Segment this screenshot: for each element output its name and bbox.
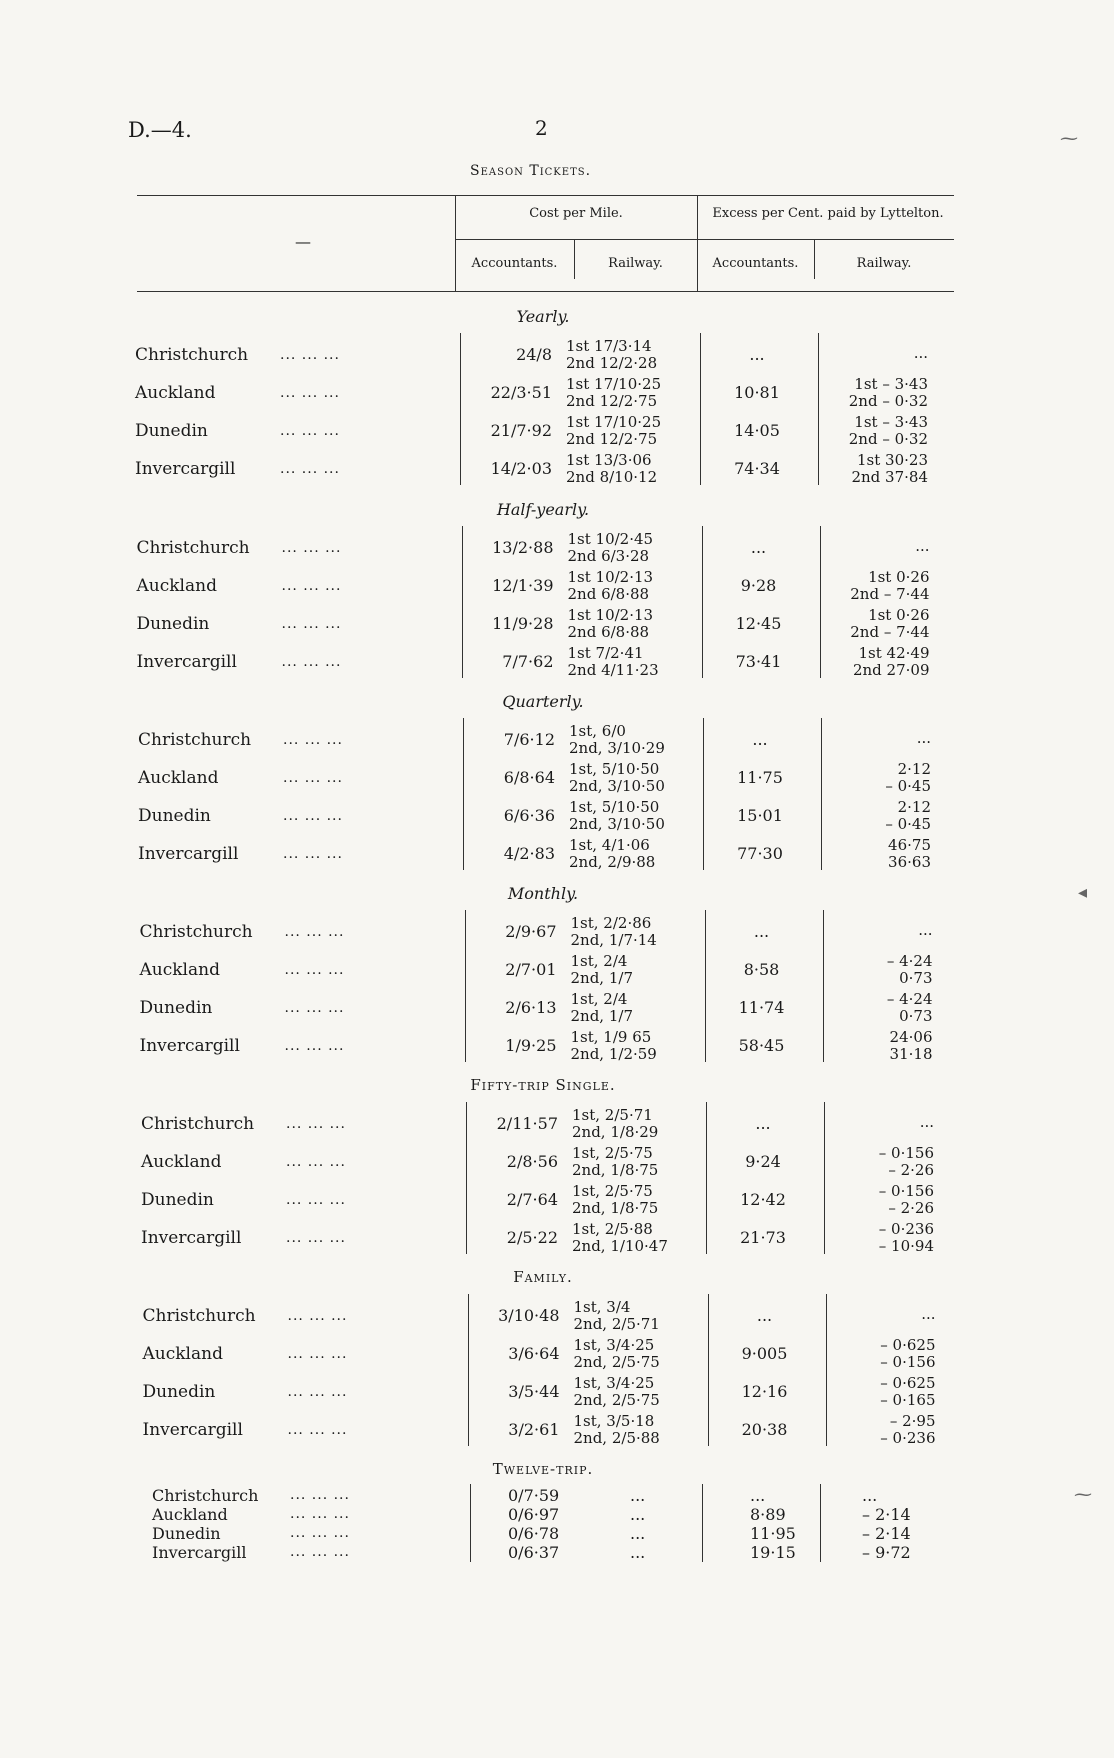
excess-railway-value: 24·06 [889,1028,933,1046]
leader-dots: ... ... ... [290,1544,350,1560]
railway-fare: 2nd, 3/10·29 [569,739,665,757]
excess-accountants: 15·01 [737,806,783,825]
excess-railway-value: ... [918,921,933,939]
excess-accountants: ... [753,922,770,941]
railway-fare-brace [568,645,659,679]
cost-railway: ... [630,1505,646,1524]
leader-dots: ... ... ... [284,1000,345,1016]
railway-fare: 1st 17/10·25 [566,413,662,431]
excess-accountants: ... [752,730,768,749]
excess-railway [823,922,933,939]
excess-railway [820,645,930,679]
column-divider [466,1102,467,1254]
railway-fare: 2nd, 1/7 [570,969,633,987]
railway-fare: 2nd, 3/10·50 [569,815,665,833]
excess-railway-value: 2·12 [897,760,931,778]
city-name: Invercargill [138,844,239,864]
railway-fare: 1st, 3/4·25 [573,1374,655,1392]
leader-dots: ... ... ... [284,924,345,940]
railway-fare: 2nd, 2/5·88 [573,1429,660,1447]
column-divider [465,910,466,1062]
railway-fare-brace [571,1029,657,1063]
cost-accountants: 7/7·62 [502,652,554,671]
railway-fare: 1st 17/3·14 [566,337,652,355]
cost-accountants: 0/6·37 [508,1543,560,1562]
excess-railway-value: – 0·45 [885,777,931,795]
railway-fare: 1st, 5/10·50 [569,760,660,778]
leader-dots: ... ... ... [287,1308,348,1324]
cost-accountants: 21/7·92 [490,421,552,440]
excess-railway-value: ... [919,1113,934,1131]
excess-railway-value: – 0·165 [880,1391,936,1409]
excess-railway-value: 2nd – 0·32 [848,392,928,410]
railway-fare: 2nd, 1/8·75 [572,1199,659,1217]
leader-dots: ... ... ... [280,385,340,401]
cost-accountants: 13/2·88 [492,538,554,557]
cost-railway-header: Railway. [608,256,663,271]
city-name: Christchurch [139,922,253,942]
cost-accountants: 2/6·13 [505,998,557,1017]
excess-railway [826,1413,936,1447]
excess-railway [820,607,930,641]
excess-railway-value: ... [916,729,931,747]
excess-accountants: 58·45 [738,1036,785,1055]
excess-railway-value: 2nd – 7·44 [850,585,930,603]
excess-accountants: 8·58 [743,960,780,979]
cost-accountants: 12/1·39 [492,576,554,595]
column-divider [706,1102,707,1254]
excess-accountants: 11·74 [738,998,785,1017]
excess-railway-value: – 4·24 [886,990,933,1008]
railway-fare: 2nd, 2/5·75 [573,1391,660,1409]
excess-accountants: 74·34 [734,459,780,478]
excess-railway-value: – 2·95 [889,1412,936,1430]
excess-railway-value: 2nd – 7·44 [850,623,930,641]
excess-railway-value: – 0·625 [880,1374,936,1392]
excess-accountants: ... [750,538,767,557]
leader-dots: ... ... ... [287,1346,348,1362]
excess-railway-value: – 0·625 [880,1336,936,1354]
leader-dots: ... ... ... [286,1192,346,1208]
railway-fare: 1st, 2/2·86 [570,914,652,932]
excess-railway-value: – 0·236 [880,1429,936,1447]
leader-dots: ... ... ... [286,1230,346,1246]
excess-railway: – 2·14 [862,1505,911,1524]
first-column-header: — [295,232,311,251]
city-name: Auckland [152,1505,228,1524]
cost-accountants: 2/8·56 [506,1152,558,1171]
column-divider [470,1484,471,1562]
excess-accountants: 77·30 [737,844,783,863]
margin-mark: ⁓ [1060,128,1078,149]
excess-accountants: 11·95 [750,1524,796,1543]
railway-fare: 1st, 4/1·06 [569,836,650,854]
cost-accountants: 14/2·03 [490,459,552,478]
cost-accountants: 4/2·83 [503,844,555,863]
excess-railway-value: 2·12 [897,798,931,816]
railway-fare: 1st, 6/0 [569,722,626,740]
excess-railway-value: 1st 0·26 [868,568,930,586]
section-title: Monthly. [507,884,579,903]
leader-dots: ... ... ... [287,1384,348,1400]
city-name: Christchurch [138,730,252,750]
railway-fare-brace [566,414,661,448]
city-name: Auckland [138,768,219,788]
railway-fare-brace [572,1183,658,1217]
excess-railway-value: 31·18 [889,1045,933,1063]
leader-dots: ... ... ... [281,540,342,556]
city-name: Christchurch [142,1306,256,1326]
railway-fare-brace [569,761,665,795]
section-title: Half-yearly. [496,500,590,519]
excess-accountants: 73·41 [735,652,782,671]
section-title: Fifty-trip Single. [470,1076,616,1094]
railway-fare: 1st 10/2·45 [567,530,654,548]
excess-railway-value: – 4·24 [886,952,933,970]
excess-railway-value: – 10·94 [878,1237,934,1255]
excess-railway-value: – 0·156 [878,1182,934,1200]
leader-dots: ... ... ... [280,347,340,363]
excess-railway-value: 2nd 37·84 [851,468,928,486]
railway-fare-brace [571,991,633,1025]
cost-accountants: 0/6·97 [508,1505,560,1524]
railway-fare: 2nd, 1/8·75 [572,1161,659,1179]
excess-railway-value: 46·75 [888,836,931,854]
excess-per-cent-header: Excess per Cent. paid by Lyttelton. [712,206,944,221]
railway-fare: 2nd, 1/8·29 [572,1123,659,1141]
railway-fare: 2nd 12/2·28 [566,354,658,372]
leader-dots: ... ... ... [281,578,342,594]
excess-railway [824,1221,934,1255]
excess-railway-value: – 0·236 [878,1220,934,1238]
cost-accountants: 6/8·64 [503,768,555,787]
railway-fare-brace [574,1337,660,1371]
header-mid-rule [455,239,954,240]
leader-dots: ... ... ... [290,1506,350,1522]
excess-railway: – 2·14 [862,1524,911,1543]
excess-accountants: 20·38 [741,1420,788,1439]
leader-dots: ... ... ... [286,1154,346,1170]
leader-dots: ... ... ... [283,732,343,748]
excess-accountants: 10·81 [734,383,780,402]
railway-fare: 1st 17/10·25 [566,375,662,393]
excess-railway-value: – 2·26 [888,1199,934,1217]
section-title: Yearly. [516,307,570,326]
railway-fare: 2nd, 1/7 [570,1007,633,1025]
city-name: Auckland [136,576,217,596]
leader-dots: ... ... ... [287,1422,348,1438]
cost-accountants: 2/9·67 [505,922,557,941]
railway-fare-brace [574,1299,660,1333]
railway-fare: 2nd 4/11·23 [567,661,659,679]
railway-fare-brace [572,1221,668,1255]
railway-fare: 1st 10/2·13 [567,606,654,624]
section-title: Quarterly. [502,692,584,711]
city-name: Invercargill [136,652,237,672]
railway-fare: 2nd, 2/5·75 [573,1353,660,1371]
railway-fare: 2nd, 1/2·59 [570,1045,657,1063]
excess-railway-value: ... [913,344,928,362]
city-name: Christchurch [136,538,250,558]
railway-fare: 2nd, 3/10·50 [569,777,665,795]
section-title: Family. [513,1268,573,1286]
cost-accountants: 2/7·64 [506,1190,558,1209]
city-name: Dunedin [136,614,210,634]
document-reference: D.—4. [128,118,192,142]
city-name: Auckland [142,1344,223,1364]
railway-fare: 2nd 8/10·12 [566,468,658,486]
excess-railway: – 9·72 [862,1543,911,1562]
excess-accountants: ... [749,345,765,364]
excess-railway-value: – 0·45 [885,815,931,833]
table-title: Season Tickets. [470,163,592,179]
excess-railway [818,452,928,486]
excess-railway [820,538,930,555]
railway-fare: 2nd 12/2·75 [566,430,658,448]
railway-fare-brace [566,452,657,486]
railway-fare: 1st, 3/5·18 [573,1412,655,1430]
city-name: Dunedin [142,1382,216,1402]
cost-accountants: 3/10·48 [498,1306,560,1325]
city-name: Christchurch [135,345,249,365]
railway-fare: 1st, 2/5·75 [572,1182,653,1200]
excess-railway [826,1306,936,1323]
railway-fare: 2nd 6/3·28 [567,547,650,565]
excess-railway-value: 1st 0·26 [868,606,930,624]
column-divider [700,333,701,485]
city-name: Dunedin [138,806,211,826]
railway-fare: 1st 13/3·06 [566,451,652,469]
railway-fare: 1st 10/2·13 [567,568,654,586]
cost-accountants: 0/6·78 [508,1524,560,1543]
excess-accountants: ... [755,1114,771,1133]
leader-dots: ... ... ... [280,461,340,477]
excess-railway: ... [862,1486,878,1505]
excess-railway-value: 1st – 3·43 [854,413,928,431]
railway-fare-brace [571,953,633,987]
city-name: Christchurch [152,1486,259,1505]
cost-accountants: 2/11·57 [496,1114,558,1133]
column-divider [705,910,706,1062]
railway-fare-brace [572,1145,658,1179]
railway-fare: 1st, 2/4 [570,990,628,1008]
excess-railway [824,1114,934,1131]
column-divider [702,526,703,678]
excess-railway-value: 2nd – 0·32 [848,430,928,448]
excess-railway [824,1183,934,1217]
cost-accountants-header: Accountants. [471,256,558,271]
city-name: Dunedin [135,421,208,441]
column-divider [703,718,704,870]
railway-fare-brace [568,531,654,565]
excess-accountants: 12·16 [741,1382,788,1401]
railway-fare-brace [569,723,665,757]
city-name: Invercargill [139,1036,240,1056]
railway-fare: 1st 7/2·41 [567,644,644,662]
excess-railway-value: – 2·26 [888,1161,934,1179]
leader-dots: ... ... ... [283,808,343,824]
leader-dots: ... ... ... [281,654,342,670]
railway-fare-brace [574,1413,660,1447]
railway-fare: 1st, 3/4 [573,1298,631,1316]
railway-fare-brace [572,1107,658,1141]
excess-accountants: 9·28 [740,576,777,595]
excess-railway [821,799,931,833]
excess-accountants: 9·005 [741,1344,788,1363]
railway-fare-brace [571,915,657,949]
excess-railway [823,953,933,987]
railway-fare: 2nd, 2/9·88 [569,853,656,871]
excess-railway-value: 2nd 27·09 [852,661,930,679]
cost-accountants: 0/7·59 [508,1486,560,1505]
city-name: Christchurch [141,1114,255,1134]
cost-accountants: 2/5·22 [506,1228,558,1247]
cost-accountants: 11/9·28 [492,614,554,633]
excess-railway [821,761,931,795]
city-name: Dunedin [152,1524,221,1543]
margin-mark: ◂ [1078,882,1088,903]
excess-railway [826,1337,936,1371]
city-name: Dunedin [139,998,213,1018]
excess-railway [818,345,928,362]
excess-railway [818,414,928,448]
excess-railway-value: ... [921,1305,936,1323]
cost-accountants: 24/8 [516,345,552,364]
cost-railway: ... [630,1524,646,1543]
cost-accountants: 22/3·51 [490,383,552,402]
railway-fare-brace [568,569,654,603]
railway-fare-brace [569,799,665,833]
railway-fare: 1st, 2/5·88 [572,1220,653,1238]
excess-railway [821,730,931,747]
column-divider [468,1294,469,1446]
excess-accountants: 21·73 [740,1228,786,1247]
railway-fare: 1st, 2/5·75 [572,1144,653,1162]
railway-fare: 1st, 5/10·50 [569,798,660,816]
leader-dots: ... ... ... [290,1487,350,1503]
cost-railway: ... [630,1486,646,1505]
column-divider [708,1294,709,1446]
excess-railway [818,376,928,410]
city-name: Invercargill [141,1228,242,1248]
excess-railway-header: Railway. [856,256,912,271]
cost-accountants: 1/9·25 [505,1036,557,1055]
excess-railway [823,991,933,1025]
excess-railway-value: 0·73 [899,1007,933,1025]
excess-accountants-header: Accountants. [712,256,799,271]
railway-fare: 2nd 6/8·88 [567,585,650,603]
margin-mark: ⁓ [1074,1484,1092,1505]
leader-dots: ... ... ... [286,1116,346,1132]
cost-accountants: 3/6·64 [508,1344,560,1363]
excess-railway [821,837,931,871]
excess-railway-value: 1st – 3·43 [854,375,928,393]
leader-dots: ... ... ... [280,423,340,439]
city-name: Dunedin [141,1190,214,1210]
excess-railway [826,1375,936,1409]
railway-fare: 1st, 1/9 65 [570,1028,652,1046]
excess-accountants: ... [756,1306,773,1325]
excess-accountants: 12·45 [735,614,782,633]
railway-fare-brace [568,607,654,641]
railway-fare: 2nd 6/8·88 [567,623,650,641]
leader-dots: ... ... ... [281,616,342,632]
excess-accountants: 9·24 [745,1152,781,1171]
section-title: Twelve-trip. [492,1460,594,1478]
column-divider [820,1484,821,1562]
cost-accountants: 6/6·36 [503,806,555,825]
header-top-rule [137,195,954,196]
railway-fare-brace [566,338,657,372]
railway-fare: 1st, 2/5·71 [572,1106,653,1124]
leader-dots: ... ... ... [284,962,345,978]
excess-accountants: 11·75 [737,768,783,787]
column-divider [462,526,463,678]
excess-accountants: 12·42 [740,1190,786,1209]
railway-fare: 2nd, 1/7·14 [570,931,657,949]
cost-railway: ... [630,1543,646,1562]
city-name: Invercargill [135,459,236,479]
excess-railway [824,1145,934,1179]
excess-accountants: 8·89 [750,1505,786,1524]
city-name: Auckland [139,960,220,980]
header-bottom-rule [137,291,954,292]
excess-accountants: 14·05 [734,421,780,440]
column-divider [460,333,461,485]
railway-fare: 1st, 3/4·25 [573,1336,655,1354]
excess-accountants: ... [750,1486,766,1505]
city-name: Auckland [141,1152,222,1172]
excess-railway-value: 1st 30·23 [857,451,928,469]
cost-accountants: 3/5·44 [508,1382,560,1401]
excess-railway-value: 36·63 [888,853,931,871]
excess-accountants: 19·15 [750,1543,796,1562]
page-number: 2 [535,116,548,140]
excess-railway-value: – 0·156 [878,1144,934,1162]
railway-fare: 2nd, 1/10·47 [572,1237,668,1255]
railway-fare: 2nd 12/2·75 [566,392,658,410]
column-divider [702,1484,703,1562]
railway-fare-brace [569,837,655,871]
excess-railway-value: 1st 42·49 [858,644,930,662]
cost-accountants: 2/7·01 [505,960,557,979]
city-name: Invercargill [152,1543,247,1562]
railway-fare-brace [566,376,661,410]
cost-accountants: 3/2·61 [508,1420,560,1439]
cost-per-mile-header: Cost per Mile. [529,206,623,221]
excess-railway-value: 0·73 [899,969,933,987]
railway-fare-brace [574,1375,660,1409]
leader-dots: ... ... ... [283,846,343,862]
excess-railway [820,569,930,603]
leader-dots: ... ... ... [290,1525,350,1541]
railway-fare: 2nd, 2/5·71 [573,1315,660,1333]
column-divider [463,718,464,870]
city-name: Invercargill [142,1420,243,1440]
excess-railway-value: ... [915,537,930,555]
railway-fare: 1st, 2/4 [570,952,628,970]
leader-dots: ... ... ... [284,1038,345,1054]
city-name: Auckland [135,383,216,403]
cost-accountants: 7/6·12 [503,730,555,749]
leader-dots: ... ... ... [283,770,343,786]
excess-railway [823,1029,933,1063]
excess-railway-value: – 0·156 [880,1353,936,1371]
